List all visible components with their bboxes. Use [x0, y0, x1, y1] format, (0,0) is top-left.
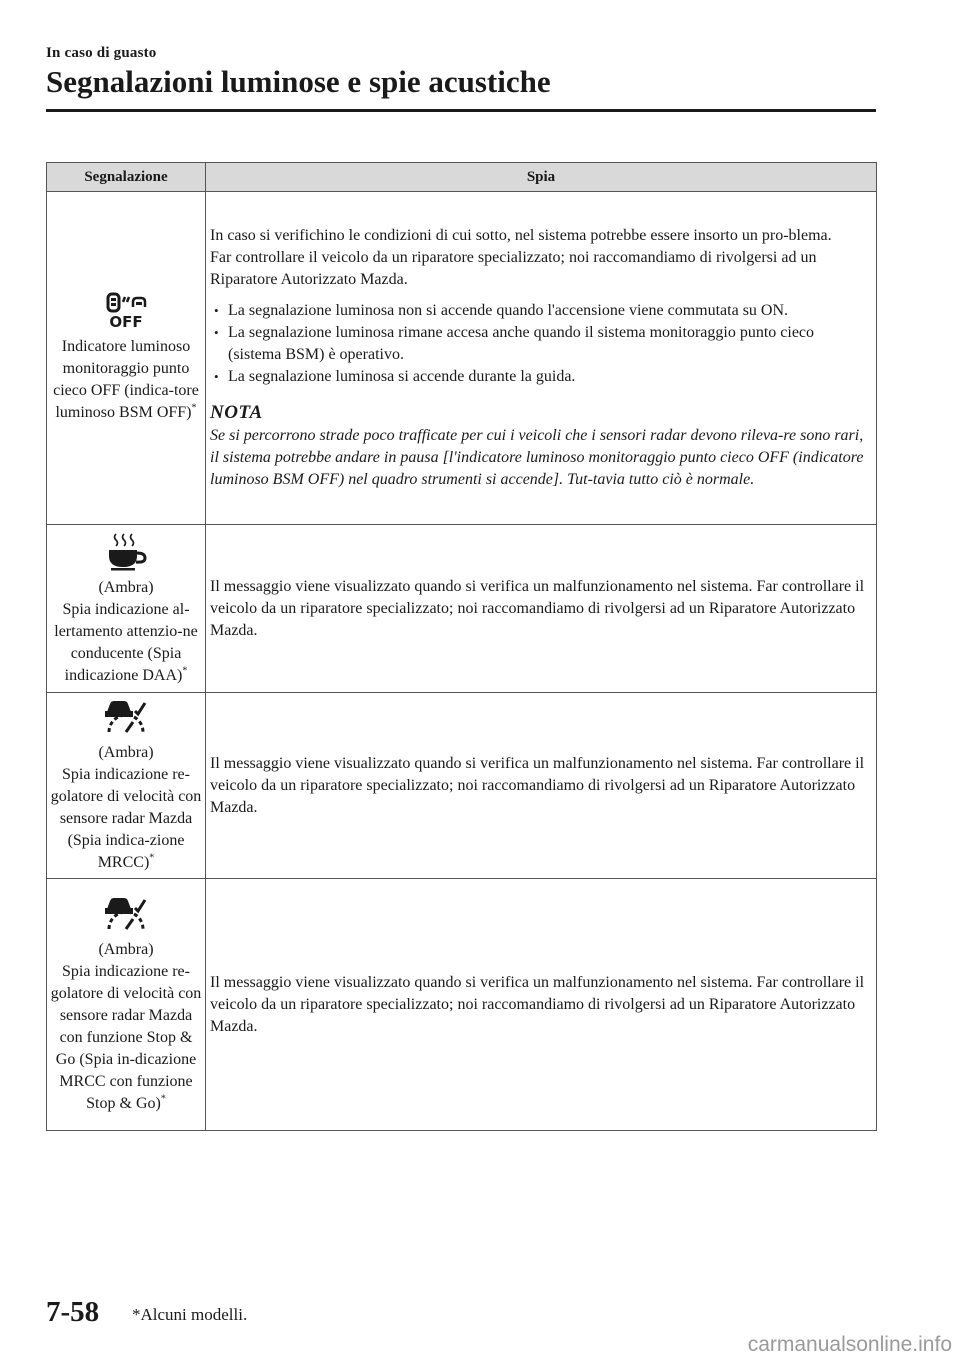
note-heading: NOTA [210, 402, 263, 423]
signal-name: Spia indicazione al-lertamento attenzio-ne conducente (Spia indicazione DAA) [54, 600, 198, 684]
page-number: 7-58 [46, 1296, 100, 1328]
description-cell [206, 192, 877, 525]
signal-cell [47, 192, 206, 525]
table-row [47, 879, 877, 1131]
list-item: • La segnalazione luminosa si accende durante la guida. [210, 366, 869, 388]
asterisk: * [149, 852, 155, 864]
signal-name: Spia indicazione re-golatore di velocità con sensore radar Mazda (Spia indica-zione MRCC) [50, 765, 202, 871]
condition-list [210, 300, 869, 388]
bsm-off-indicator-icon [101, 292, 151, 330]
column-header-signal: Segnalazione [47, 163, 206, 192]
footnote: *Alcuni modelli. [132, 1305, 248, 1324]
mrcc-warning-icon [99, 698, 153, 736]
watermark[interactable]: carmanualsonline.info [747, 1333, 952, 1356]
description-advice: Far controllare il veicolo da un riparatore specializzato; noi raccomandiamo di rivolgersi ad un Riparatore Autorizzato Mazda. [210, 249, 817, 288]
table-row [47, 525, 877, 693]
coffee-cup-icon [103, 531, 149, 571]
title-rule [46, 109, 876, 112]
color-note: (Ambra) [98, 940, 154, 958]
signal-cell [47, 525, 206, 693]
description-text: Il messaggio viene visualizzato quando si verifica un malfunzionamento nel sistema. Far controllare il veicolo da un riparatore specializzato; noi raccomandiamo di rivolgersi ad un Riparatore Autorizzato Mazda. [210, 754, 865, 816]
signal-name: Spia indicazione re-golatore di velocità con sensore radar Mazda con funzione Stop & Go (Spia in-dicazione MRCC con funzione Stop & Go) [50, 962, 202, 1112]
signal-cell [47, 879, 206, 1131]
signal-name: Indicatore luminoso monitoraggio punto cieco OFF (indica-tore luminoso BSM OFF) [53, 338, 199, 421]
asterisk: * [191, 402, 197, 414]
mrcc-stop-go-warning-icon [99, 895, 153, 933]
signal-cell [47, 693, 206, 879]
section-label: In caso di guasto [46, 45, 157, 61]
note-text: Se si percorrono strade poco trafficate per cui i veicoli che i sensori radar devono rileva-re sono rari, il sistema potrebbe andare in pausa [l'indicatore luminoso monitoraggio punto cieco OFF (indicatore luminoso BSM OFF) nel quadro strumenti si accende]. Tut-tavia tutto ciò è normale. [210, 427, 864, 488]
description-cell [206, 879, 877, 1131]
table-header-row [47, 163, 877, 192]
list-item: • La segnalazione luminosa non si accende quando l'accensione viene commutata su ON. [210, 300, 869, 322]
description-cell [206, 693, 877, 879]
signals-table [46, 162, 877, 1131]
table-row [47, 192, 877, 525]
description-cell [206, 525, 877, 693]
description-text: Il messaggio viene visualizzato quando si verifica un malfunzionamento nel sistema. Far controllare il veicolo da un riparatore specializzato; noi raccomandiamo di rivolgersi ad un Riparatore Autorizzato Mazda. [210, 577, 865, 639]
page-title: Segnalazioni luminose e spie acustiche [46, 64, 551, 99]
description-intro: In caso si verifichino le condizioni di cui sotto, nel sistema potrebbe essere insorto un pro-blema. [210, 227, 832, 244]
color-note: (Ambra) [98, 743, 154, 761]
asterisk: * [182, 665, 188, 677]
table-row [47, 693, 877, 879]
color-note: (Ambra) [98, 578, 154, 596]
list-item: • La segnalazione luminosa rimane accesa anche quando il sistema monitoraggio punto cieco (sistema BSM) è operativo. [210, 322, 869, 366]
description-text: Il messaggio viene visualizzato quando si verifica un malfunzionamento nel sistema. Far controllare il veicolo da un riparatore specializzato; noi raccomandiamo di rivolgersi ad un Riparatore Autorizzato Mazda. [210, 973, 865, 1035]
svg-text:OFF: OFF [109, 313, 143, 330]
column-header-light: Spia [206, 163, 877, 192]
asterisk: * [160, 1093, 166, 1105]
